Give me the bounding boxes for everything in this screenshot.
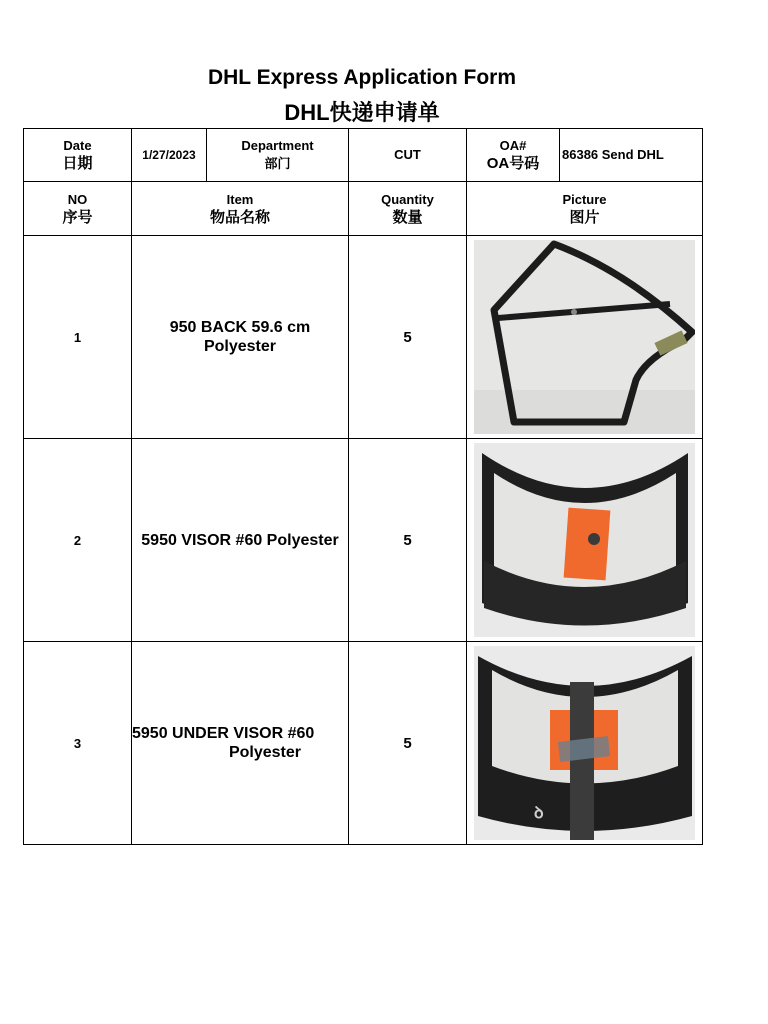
application-table bbox=[23, 128, 703, 845]
oa-label bbox=[467, 129, 560, 182]
date-label-zh: 日期 bbox=[62, 155, 93, 172]
date-label bbox=[24, 129, 132, 182]
row-number: 2 bbox=[24, 439, 132, 642]
under-visor-photo bbox=[474, 646, 695, 840]
col-header-item bbox=[132, 182, 349, 236]
form-title-zh: DHL快递申请单 bbox=[284, 100, 440, 125]
header-row bbox=[24, 129, 703, 182]
item-name-line1: 5950 VISOR #60 Polyester bbox=[141, 531, 339, 549]
quantity-value: 5 bbox=[349, 236, 467, 439]
item-name bbox=[132, 642, 349, 845]
item-photo bbox=[467, 236, 703, 439]
table-row bbox=[24, 236, 703, 439]
quantity-value: 5 bbox=[349, 439, 467, 642]
col-header-no bbox=[24, 182, 132, 236]
form-title-en: DHL Express Application Form bbox=[207, 66, 517, 89]
col-picture-zh: 图片 bbox=[569, 208, 600, 226]
department-label bbox=[207, 129, 349, 182]
column-header-row bbox=[24, 182, 703, 236]
item-name-line1: 5950 UNDER VISOR #60 bbox=[132, 725, 315, 742]
col-item-zh: 物品名称 bbox=[209, 208, 270, 226]
row-number: 1 bbox=[24, 236, 132, 439]
col-no-en: NO bbox=[67, 191, 88, 207]
department-label-en: Department bbox=[241, 138, 314, 153]
item-name bbox=[132, 439, 349, 642]
item-name-line2: Polyester bbox=[228, 744, 302, 761]
svg-text:ꝺ: ꝺ bbox=[534, 803, 544, 822]
table-row bbox=[24, 439, 703, 642]
oa-label-zh: OA号码 bbox=[486, 155, 540, 172]
item-name-line1: 950 BACK 59.6 cm bbox=[169, 319, 311, 336]
row-number: 3 bbox=[24, 642, 132, 845]
date-value: 1/27/2023 bbox=[132, 129, 207, 182]
item-photo bbox=[467, 439, 703, 642]
col-picture-en: Picture bbox=[562, 191, 607, 207]
item-photo bbox=[467, 642, 703, 845]
date-label-en: Date bbox=[63, 138, 92, 153]
oa-label-en: OA# bbox=[499, 138, 527, 153]
back-frame-photo bbox=[474, 240, 695, 434]
col-quantity-zh: 数量 bbox=[392, 208, 423, 226]
oa-value: 86386 Send DHL bbox=[560, 129, 703, 182]
col-quantity-en: Quantity bbox=[381, 191, 434, 207]
department-value: CUT bbox=[349, 129, 467, 182]
quantity-value: 5 bbox=[349, 642, 467, 845]
item-name bbox=[132, 236, 349, 439]
table-row bbox=[24, 642, 703, 845]
department-label-zh: 部门 bbox=[264, 156, 291, 171]
item-name-line2: Polyester bbox=[203, 338, 277, 355]
col-no-zh: 序号 bbox=[62, 208, 93, 226]
col-header-quantity bbox=[349, 182, 467, 236]
col-header-picture bbox=[467, 182, 703, 236]
visor-photo bbox=[474, 443, 695, 637]
col-item-en: Item bbox=[226, 191, 254, 207]
